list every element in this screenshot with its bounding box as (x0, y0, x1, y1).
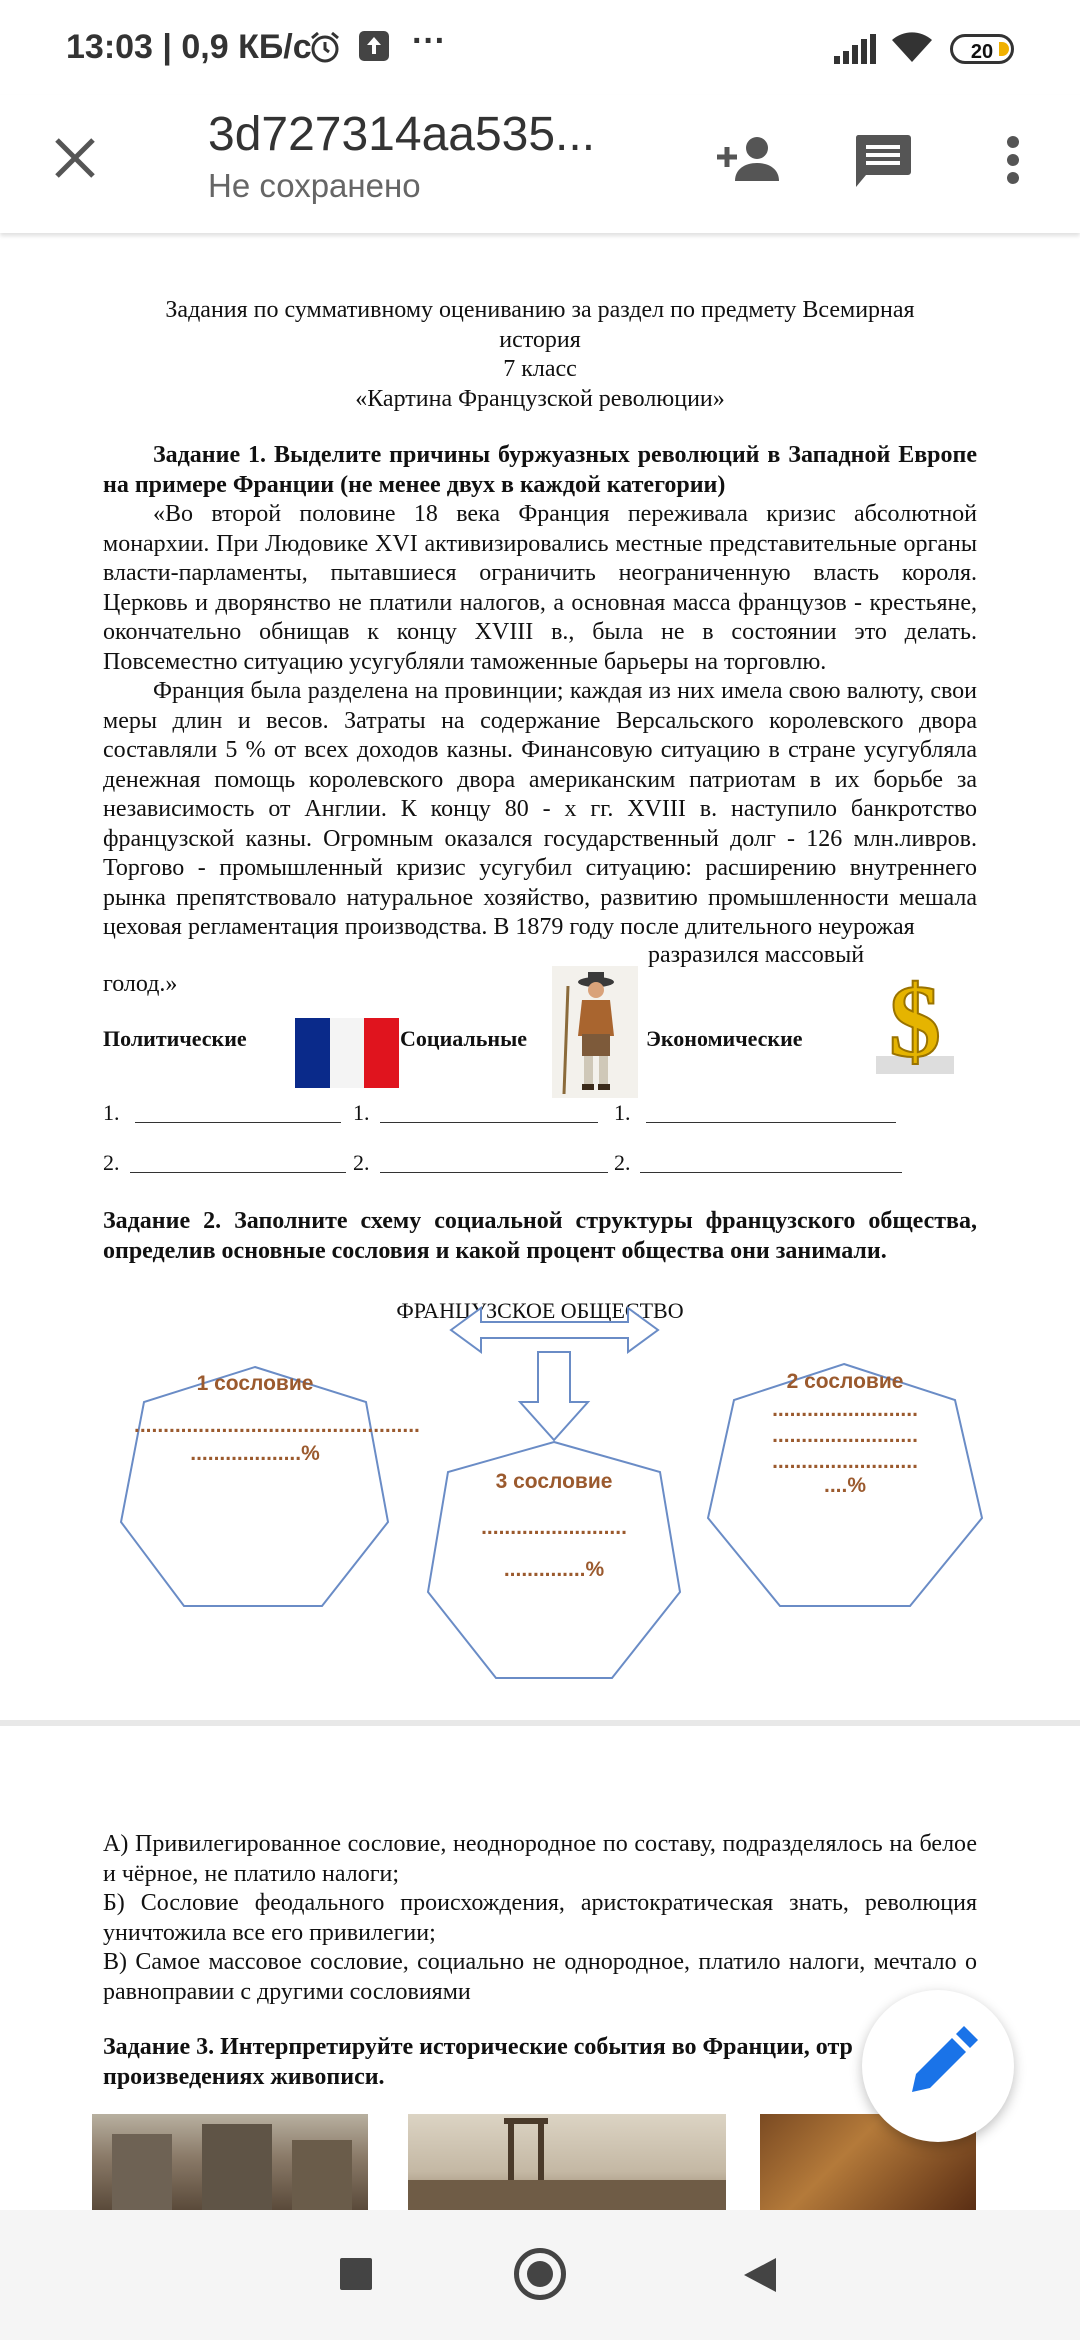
home-nav-icon[interactable] (514, 2248, 566, 2300)
estate2-label: 2 сословие (786, 1370, 904, 1393)
answer-line[interactable] (135, 1122, 341, 1123)
peasant-image (552, 966, 638, 1103)
document-heading (103, 296, 977, 414)
task3-title: Задание 3. Интерпретируйте исторические события во Франции, отр произведениях живописи. (103, 2034, 853, 2090)
option-c: В) Самое массовое сословие, социально не однородное, платило налоги, мечтало о равноправии с другими сословиями (103, 1949, 977, 2005)
edit-icon (862, 1990, 1014, 2142)
estate3-percent[interactable]: ..............% (503, 1558, 605, 1581)
estate1-label: 1 сословие (196, 1372, 314, 1395)
status-bar (0, 0, 1080, 95)
alarm-icon (308, 30, 342, 69)
french-flag-image (295, 1018, 399, 1088)
comment-icon[interactable] (854, 133, 912, 194)
option-b: Б) Сословие феодального происхождения, аристократическая знать, революция уничтожила все его привилегии; (103, 1890, 977, 1946)
answer-line[interactable] (130, 1172, 346, 1173)
dollar-sign-image (876, 962, 954, 1079)
estate2-dots[interactable]: ......................... (772, 1450, 918, 1473)
save-status: Не сохранено (208, 167, 421, 204)
answer-num: 1. (353, 1100, 370, 1125)
paragraph-2 (103, 677, 977, 943)
answer-line[interactable] (380, 1122, 598, 1123)
answer-line[interactable] (380, 1172, 608, 1173)
signal-icon (834, 34, 878, 69)
diagram-shapes (0, 1300, 1080, 1700)
heading-line: «Картина Французской революции» (355, 385, 725, 412)
upload-icon (358, 30, 390, 67)
heading-line: Задания по суммативному оцениванию за раздел по предмету Всемирная (165, 297, 915, 323)
paragraph-2-text: Франция была разделена на провинции; каждая из них имела свою валюту, свои меры длин и весов. Затраты на содержание Версальского королевского двора составляли 5 % от всех доходов казны. Финансовую ситуацию в стране усугубляла денежная помощь королевского двора американским патриотам в их борьбе за независимость от Англии. К концу 80 - х гг. XVIII в. наступило банкротство французской казны. Огромным оказался государственный долг - 126 млн.ливров. Торгово - промышленный кризис усугубил ситуацию: расширению внутреннего рынка препятствовало натуральное хозяйство, развитию промышленности мешала цеховая регламентация производства. В 1879 году после длительного неурожая (103, 678, 977, 940)
estate1-percent[interactable]: ...................% (190, 1442, 320, 1465)
estate2-percent[interactable]: ....% (823, 1474, 866, 1497)
task2-title: Задание 2. Заполните схему социальной структуры французского общества, определив основные сословия и какой процент общества они занимали. (103, 1208, 977, 1264)
heading-line: 7 класс (503, 356, 577, 382)
add-person-icon[interactable] (715, 133, 781, 188)
more-notifications: ··· (412, 22, 446, 60)
navigation-bar (0, 2210, 1080, 2340)
paragraph-2-end: голод.» (103, 971, 178, 997)
more-vert-icon[interactable] (1006, 135, 1020, 190)
answer-num: 2. (103, 1150, 120, 1175)
option-a: А) Привилегированное сословие, неоднородное по составу, подразделялось на белое и чёрное, не платило налоги; (103, 1831, 977, 1887)
painting-bastille-image (92, 2114, 368, 2210)
status-time: 13:03 | 0,9 КБ/с (66, 28, 312, 66)
paragraph-1: «Во второй половине 18 века Франция переживала кризис абсолютной монархии. При Людовике XVI активизировались местные представительные органы власти-парламенты, пытавшиеся ограничить неограниченную власть короля. Церковь и дворянство не платили налогов, а основная масса французов - крестьяне, окончательно обнищав к концу XVIII в., была не в состоянии это делать. Повсеместно ситуацию усугубляли таможенные барьеры на торговлю. (103, 501, 977, 675)
page-separator (0, 1720, 1080, 1726)
wifi-icon (890, 30, 934, 69)
estate1-dots[interactable]: ................................................. (134, 1414, 420, 1437)
estate3-label: 3 сословие (495, 1470, 613, 1493)
close-icon[interactable] (52, 135, 98, 186)
answer-num: 2. (353, 1150, 370, 1175)
category-political: Политические (103, 1026, 247, 1051)
app-bar (0, 95, 1080, 233)
paragraph-2-tail: разразился массовый (648, 941, 868, 971)
estate2-dots[interactable]: ......................... (772, 1398, 918, 1421)
painting-guillotine-image (408, 2114, 726, 2210)
document-title: 3d727314aa535... (208, 108, 596, 161)
back-nav-icon[interactable] (742, 2256, 778, 2299)
estate3-dots[interactable]: ......................... (481, 1516, 627, 1539)
battery-indicator (950, 34, 1014, 64)
edit-fab[interactable] (862, 1990, 1014, 2142)
answer-num: 2. (614, 1150, 631, 1175)
diagram-title: ФРАНЦУЗСКОЕ ОБЩЕСТВО (396, 1298, 684, 1323)
square-nav-icon[interactable] (340, 2258, 372, 2290)
answer-line[interactable] (646, 1122, 896, 1123)
heading-line: история (499, 326, 581, 353)
battery-level: 20 (970, 41, 994, 63)
estate2-dots[interactable]: ......................... (772, 1424, 918, 1447)
category-economic: Экономические (646, 1026, 803, 1051)
svg-text:$: $ (889, 964, 941, 1079)
category-social: Социальные (400, 1026, 528, 1051)
answer-num: 1. (103, 1100, 120, 1125)
answer-line[interactable] (640, 1172, 902, 1173)
task1-title: Задание 1. Выделите причины буржуазных революций в Западной Европе на примере Франции (не менее двух в каждой категории) (103, 442, 977, 498)
answer-num: 1. (614, 1100, 631, 1125)
